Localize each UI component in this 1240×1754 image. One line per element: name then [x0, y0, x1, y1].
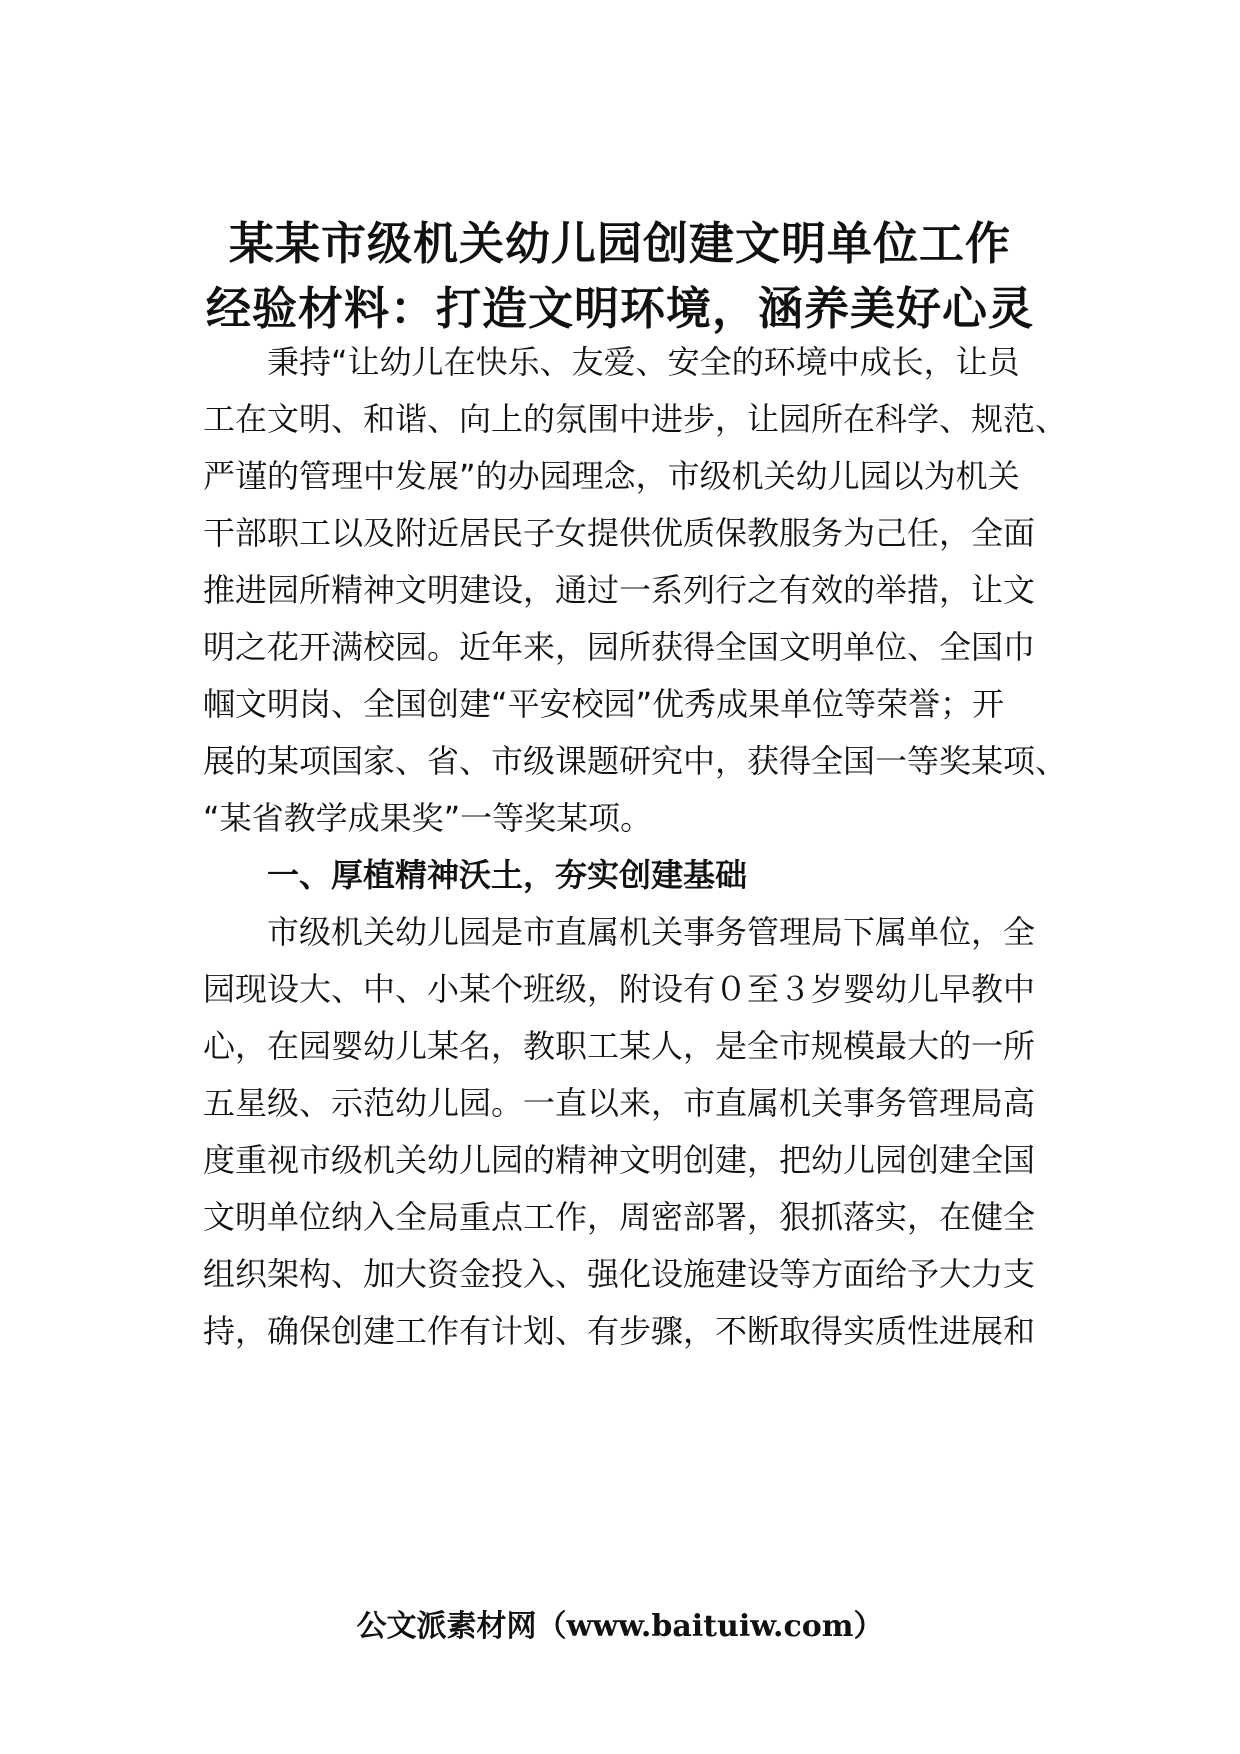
paragraph-line: 工在文明、和谐、向上的氛围中进步，让园所在科学、规范、: [203, 400, 1068, 438]
paragraph-line: 持，确保创建工作有计划、有步骤，不断取得实质性进展和: [203, 1312, 1036, 1350]
paragraph-line: 秉持“让幼儿在快乐、友爱、安全的环境中成长，让员: [203, 343, 1020, 381]
paragraph-line: 组织架构、加大资金投入、强化设施建设等方面给予大力支: [203, 1255, 1036, 1293]
paragraph-line: 心，在园婴幼儿某名，教职工某人，是全市规模最大的一所: [203, 1027, 1036, 1065]
section-heading: 一、厚植精神沃土，夯实创建基础: [203, 856, 748, 894]
paragraph-line: 严谨的管理中发展”的办园理念，市级机关幼儿园以为机关: [203, 457, 1020, 495]
paragraph-line: 文明单位纳入全局重点工作，周密部署，狠抓落实，在健全: [203, 1198, 1036, 1236]
paragraph-line: 市级机关幼儿园是市直属机关事务管理局下属单位，全: [203, 913, 1036, 951]
document-title-line-2: 经验材料：打造文明环境，涵养美好心灵: [205, 282, 1034, 335]
paragraph-line: 园现设大、中、小某个班级，附设有０至３岁婴幼儿早教中: [203, 970, 1036, 1008]
document-title-line-1: 某某市级机关幼儿园创建文明单位工作: [228, 217, 1011, 270]
paragraph-line: 度重视市级机关幼儿园的精神文明创建，把幼儿园创建全国: [203, 1141, 1036, 1179]
paragraph-line: 明之花开满校园。近年来，园所获得全国文明单位、全国巾: [203, 628, 1036, 666]
paragraph-line: 帼文明岗、全国创建“平安校园”优秀成果单位等荣誉；开: [203, 685, 1005, 723]
paragraph-line: 展的某项国家、省、市级课题研究中，获得全国一等奖某项、: [203, 742, 1068, 780]
paragraph-line: 干部职工以及附近居民子女提供优质保教服务为己任，全面: [203, 514, 1036, 552]
paragraph-line: 五星级、示范幼儿园。一直以来，市直属机关事务管理局高: [203, 1084, 1036, 1122]
paragraph-line: “某省教学成果奖”一等奖某项。: [203, 799, 653, 837]
paragraph-line: 推进园所精神文明建设，通过一系列行之有效的举措，让文: [203, 571, 1036, 609]
footer-source: 公文派素材网（www.baituiw.com）: [356, 1609, 884, 1644]
